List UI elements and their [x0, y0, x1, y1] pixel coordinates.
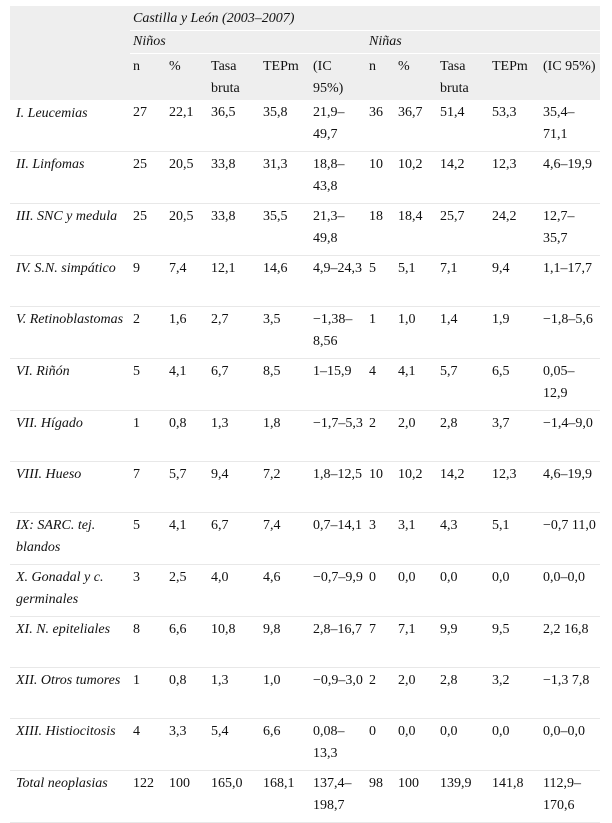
- girls-cell-crude-rate: 2,8: [437, 668, 489, 719]
- boys-cell-ci95: 2,8–16,7: [310, 617, 366, 668]
- boys-cell-ci95: −0,7–9,9: [310, 565, 366, 617]
- girls-cell-pct: 10,2: [395, 152, 437, 204]
- boys-group-header: Niños: [130, 31, 366, 54]
- girls-cell-pct: 7,1: [395, 617, 437, 668]
- boys-cell-crude-rate: 6,7: [208, 513, 260, 565]
- boys-cell-ci95: 137,4–198,7: [310, 771, 366, 823]
- boys-cell-tepm: 168,1: [260, 771, 310, 823]
- girls-cell-tepm: 53,3: [489, 100, 540, 152]
- girls-cell-n: 5: [366, 256, 395, 307]
- row-label: VII. Hígado: [10, 411, 130, 462]
- girls-cell-pct: 3,1: [395, 513, 437, 565]
- table-row: [10, 307, 600, 359]
- region-header: Castilla y León (2003–2007): [130, 6, 600, 31]
- girls-cell-n: 0: [366, 565, 395, 617]
- boys-cell-crude-rate: 2,7: [208, 307, 260, 359]
- boys-col-header-n: n: [130, 54, 166, 101]
- girls-cell-n: 4: [366, 359, 395, 411]
- girls-cell-crude-rate: 139,9: [437, 771, 489, 823]
- row-label: Total neoplasias: [10, 771, 130, 823]
- girls-cell-pct: 2,0: [395, 411, 437, 462]
- boys-cell-tepm: 3,5: [260, 307, 310, 359]
- girls-group-header: Niñas: [366, 31, 600, 54]
- boys-cell-tepm: 6,6: [260, 719, 310, 771]
- boys-cell-tepm: 1,0: [260, 668, 310, 719]
- row-label: VI. Riñón: [10, 359, 130, 411]
- girls-cell-pct: 10,2: [395, 462, 437, 513]
- girls-cell-n: 10: [366, 462, 395, 513]
- table-row: [10, 771, 600, 823]
- boys-cell-tepm: 7,2: [260, 462, 310, 513]
- boys-cell-ci95: 1,8–12,5: [310, 462, 366, 513]
- boys-cell-pct: 6,6: [166, 617, 208, 668]
- boys-cell-ci95: 1–15,9: [310, 359, 366, 411]
- girls-cell-crude-rate: 0,0: [437, 565, 489, 617]
- girls-cell-tepm: 0,0: [489, 719, 540, 771]
- table-body: [10, 100, 600, 823]
- girls-cell-pct: 4,1: [395, 359, 437, 411]
- boys-cell-n: 3: [130, 565, 166, 617]
- boys-cell-pct: 2,5: [166, 565, 208, 617]
- girls-cell-tepm: 141,8: [489, 771, 540, 823]
- boys-cell-crude-rate: 36,5: [208, 100, 260, 152]
- boys-cell-crude-rate: 9,4: [208, 462, 260, 513]
- boys-cell-tepm: 35,8: [260, 100, 310, 152]
- girls-col-header-tepm: TEPm: [489, 54, 540, 101]
- girls-cell-n: 1: [366, 307, 395, 359]
- boys-cell-n: 2: [130, 307, 166, 359]
- girls-cell-tepm: 12,3: [489, 462, 540, 513]
- girls-cell-ci95: 0,0–0,0: [540, 565, 600, 617]
- girls-cell-crude-rate: 25,7: [437, 204, 489, 256]
- boys-cell-crude-rate: 6,7: [208, 359, 260, 411]
- boys-cell-tepm: 14,6: [260, 256, 310, 307]
- boys-cell-crude-rate: 1,3: [208, 411, 260, 462]
- girls-cell-n: 2: [366, 668, 395, 719]
- girls-cell-crude-rate: 14,2: [437, 462, 489, 513]
- girls-cell-n: 18: [366, 204, 395, 256]
- table-row: [10, 411, 600, 462]
- girls-cell-n: 36: [366, 100, 395, 152]
- boys-col-header-tepm: TEPm: [260, 54, 310, 101]
- girls-cell-ci95: 2,2 16,8: [540, 617, 600, 668]
- girls-cell-tepm: 9,4: [489, 256, 540, 307]
- boys-cell-n: 7: [130, 462, 166, 513]
- girls-cell-pct: 2,0: [395, 668, 437, 719]
- row-label: VIII. Hueso: [10, 462, 130, 513]
- girls-cell-ci95: 0,0–0,0: [540, 719, 600, 771]
- boys-cell-ci95: −0,9–3,0: [310, 668, 366, 719]
- boys-cell-ci95: 21,3–49,8: [310, 204, 366, 256]
- table-row: [10, 256, 600, 307]
- row-label: IX: SARC. tej. blandos: [10, 513, 130, 565]
- boys-cell-tepm: 31,3: [260, 152, 310, 204]
- boys-cell-n: 1: [130, 668, 166, 719]
- boys-cell-ci95: 21,9–49,7: [310, 100, 366, 152]
- boys-cell-n: 9: [130, 256, 166, 307]
- girls-cell-ci95: −0,7 11,0: [540, 513, 600, 565]
- boys-cell-ci95: 0,7–14,1: [310, 513, 366, 565]
- boys-cell-crude-rate: 4,0: [208, 565, 260, 617]
- girls-cell-pct: 100: [395, 771, 437, 823]
- girls-cell-crude-rate: 0,0: [437, 719, 489, 771]
- boys-cell-ci95: 18,8–43,8: [310, 152, 366, 204]
- boys-cell-crude-rate: 33,8: [208, 152, 260, 204]
- girls-cell-ci95: −1,3 7,8: [540, 668, 600, 719]
- boys-cell-ci95: −1,38–8,56: [310, 307, 366, 359]
- girls-cell-tepm: 3,7: [489, 411, 540, 462]
- boys-cell-pct: 20,5: [166, 152, 208, 204]
- girls-cell-ci95: −1,4–9,0: [540, 411, 600, 462]
- boys-cell-n: 27: [130, 100, 166, 152]
- boys-cell-ci95: 0,08–13,3: [310, 719, 366, 771]
- table-row: [10, 204, 600, 256]
- row-label: I. Leucemias: [10, 100, 130, 152]
- boys-cell-pct: 4,1: [166, 359, 208, 411]
- table-row: [10, 152, 600, 204]
- header-blank-cell: [10, 6, 130, 100]
- row-label: IV. S.N. simpático: [10, 256, 130, 307]
- row-label: III. SNC y medula: [10, 204, 130, 256]
- girls-cell-tepm: 0,0: [489, 565, 540, 617]
- row-label: XII. Otros tumores: [10, 668, 130, 719]
- boys-cell-pct: 100: [166, 771, 208, 823]
- girls-cell-crude-rate: 4,3: [437, 513, 489, 565]
- girls-cell-crude-rate: 9,9: [437, 617, 489, 668]
- girls-cell-pct: 5,1: [395, 256, 437, 307]
- table-row: [10, 100, 600, 152]
- girls-cell-tepm: 5,1: [489, 513, 540, 565]
- boys-col-header-crude-rate: Tasa bruta: [208, 54, 260, 101]
- girls-cell-crude-rate: 14,2: [437, 152, 489, 204]
- girls-cell-n: 98: [366, 771, 395, 823]
- row-label: V. Retinoblastomas: [10, 307, 130, 359]
- boys-cell-pct: 7,4: [166, 256, 208, 307]
- boys-cell-crude-rate: 165,0: [208, 771, 260, 823]
- table-row: [10, 719, 600, 771]
- incidence-table: [10, 6, 600, 823]
- girls-cell-ci95: −1,8–5,6: [540, 307, 600, 359]
- boys-cell-crude-rate: 12,1: [208, 256, 260, 307]
- boys-cell-crude-rate: 1,3: [208, 668, 260, 719]
- girls-cell-pct: 1,0: [395, 307, 437, 359]
- boys-cell-pct: 5,7: [166, 462, 208, 513]
- row-label: II. Linfomas: [10, 152, 130, 204]
- boys-cell-ci95: 4,9–24,3: [310, 256, 366, 307]
- girls-cell-tepm: 12,3: [489, 152, 540, 204]
- girls-cell-ci95: 1,1–17,7: [540, 256, 600, 307]
- boys-cell-crude-rate: 33,8: [208, 204, 260, 256]
- boys-cell-crude-rate: 10,8: [208, 617, 260, 668]
- boys-cell-n: 25: [130, 204, 166, 256]
- row-label: XIII. Histiocitosis: [10, 719, 130, 771]
- girls-cell-pct: 0,0: [395, 565, 437, 617]
- girls-cell-crude-rate: 1,4: [437, 307, 489, 359]
- girls-col-header-ci95: (IC 95%): [540, 54, 600, 101]
- boys-cell-n: 122: [130, 771, 166, 823]
- boys-cell-n: 5: [130, 359, 166, 411]
- girls-cell-ci95: 0,05–12,9: [540, 359, 600, 411]
- girls-cell-ci95: 112,9–170,6: [540, 771, 600, 823]
- boys-cell-crude-rate: 5,4: [208, 719, 260, 771]
- boys-cell-pct: 4,1: [166, 513, 208, 565]
- girls-cell-n: 0: [366, 719, 395, 771]
- boys-cell-n: 4: [130, 719, 166, 771]
- boys-cell-tepm: 1,8: [260, 411, 310, 462]
- girls-cell-ci95: 35,4–71,1: [540, 100, 600, 152]
- boys-cell-pct: 20,5: [166, 204, 208, 256]
- girls-col-header-pct: %: [395, 54, 437, 101]
- girls-cell-ci95: 12,7–35,7: [540, 204, 600, 256]
- table-row: [10, 462, 600, 513]
- row-label: XI. N. epiteliales: [10, 617, 130, 668]
- girls-cell-ci95: 4,6–19,9: [540, 462, 600, 513]
- girls-cell-pct: 18,4: [395, 204, 437, 256]
- boys-cell-pct: 0,8: [166, 411, 208, 462]
- girls-cell-tepm: 3,2: [489, 668, 540, 719]
- table-row: [10, 565, 600, 617]
- boys-cell-n: 25: [130, 152, 166, 204]
- boys-cell-tepm: 8,5: [260, 359, 310, 411]
- boys-cell-tepm: 9,8: [260, 617, 310, 668]
- girls-cell-crude-rate: 5,7: [437, 359, 489, 411]
- girls-cell-tepm: 9,5: [489, 617, 540, 668]
- boys-cell-pct: 3,3: [166, 719, 208, 771]
- boys-cell-n: 1: [130, 411, 166, 462]
- girls-cell-n: 10: [366, 152, 395, 204]
- girls-col-header-n: n: [366, 54, 395, 101]
- girls-cell-n: 2: [366, 411, 395, 462]
- boys-cell-pct: 0,8: [166, 668, 208, 719]
- girls-cell-pct: 36,7: [395, 100, 437, 152]
- table-row: [10, 668, 600, 719]
- girls-cell-crude-rate: 51,4: [437, 100, 489, 152]
- boys-cell-pct: 22,1: [166, 100, 208, 152]
- boys-col-header-pct: %: [166, 54, 208, 101]
- girls-cell-ci95: 4,6–19,9: [540, 152, 600, 204]
- boys-cell-tepm: 7,4: [260, 513, 310, 565]
- girls-col-header-crude-rate: Tasa bruta: [437, 54, 489, 101]
- boys-col-header-ci95: (IC 95%): [310, 54, 366, 101]
- girls-cell-n: 7: [366, 617, 395, 668]
- boys-cell-n: 5: [130, 513, 166, 565]
- boys-cell-n: 8: [130, 617, 166, 668]
- girls-cell-tepm: 1,9: [489, 307, 540, 359]
- girls-cell-crude-rate: 7,1: [437, 256, 489, 307]
- boys-cell-ci95: −1,7–5,3: [310, 411, 366, 462]
- girls-cell-tepm: 24,2: [489, 204, 540, 256]
- table-row: [10, 359, 600, 411]
- boys-cell-pct: 1,6: [166, 307, 208, 359]
- table-row: [10, 617, 600, 668]
- girls-cell-n: 3: [366, 513, 395, 565]
- table-row: [10, 513, 600, 565]
- girls-cell-pct: 0,0: [395, 719, 437, 771]
- girls-cell-crude-rate: 2,8: [437, 411, 489, 462]
- row-label: X. Gonadal y c. germinales: [10, 565, 130, 617]
- boys-cell-tepm: 35,5: [260, 204, 310, 256]
- boys-cell-tepm: 4,6: [260, 565, 310, 617]
- girls-cell-tepm: 6,5: [489, 359, 540, 411]
